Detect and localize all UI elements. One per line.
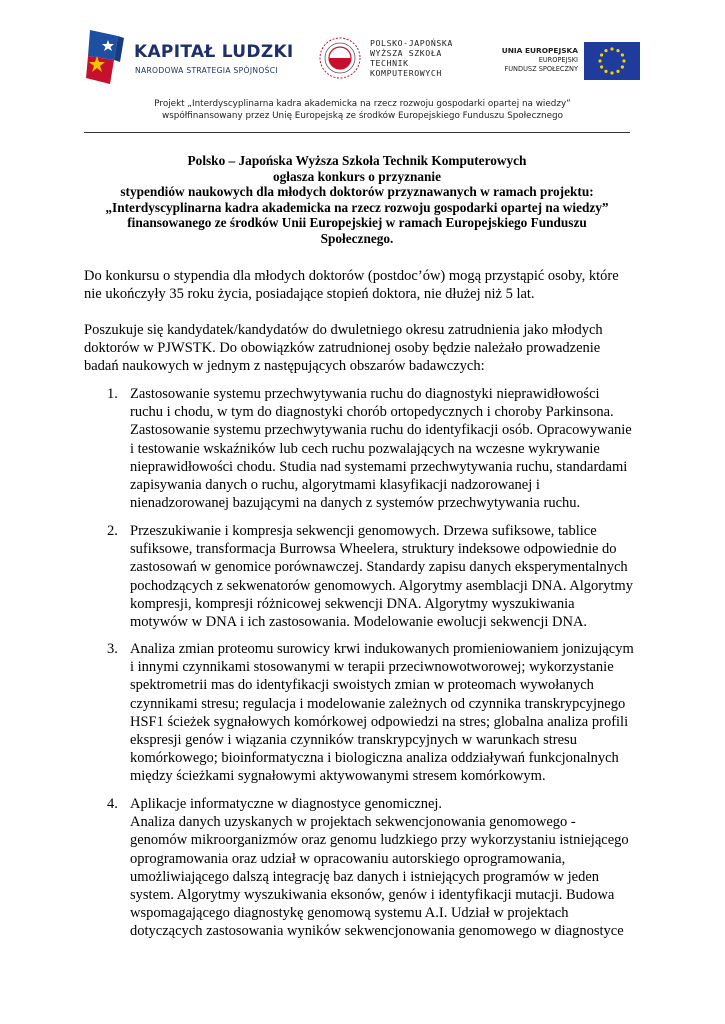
heading-line: finansowanego ze środków Unii Europejskiej w ramach Europejskiego Funduszu xyxy=(127,215,587,230)
eu-logo xyxy=(490,40,640,84)
item-line: spektrometrii mas do identyfikacji swoistych zmian w proteomach wywołanych xyxy=(130,677,594,694)
pjwstk-logo-line: POLSKO-JAPOŃSKA xyxy=(370,38,453,48)
heading-line: Społecznego. xyxy=(320,230,394,246)
item-number: 1. xyxy=(107,386,118,402)
item-line: Przeszukiwanie i kompresja sekwencji genomowych. Drzewa sufiksowe, tablice xyxy=(130,523,597,539)
heading-line: stypendiów naukowych dla młodych doktorów przyznawanych w ramach projektu: xyxy=(120,184,594,199)
paragraph-line: badań naukowych w jednym z następujących obszarów badawczych: xyxy=(84,358,485,375)
kapital-ludzki-subtitle: NARODOWA STRATEGIA SPÓJNOŚCI xyxy=(135,66,278,75)
item-line: Analiza danych uzyskanych w projektach sekwencjonowania genomowego - xyxy=(130,814,576,831)
item-line: kompresji, kompresji różnicowej sekwencji DNA. Algorytmy wyszukiwania xyxy=(130,595,575,612)
heading-line: Polsko – Japońska Wyższa Szkoła Technik Komputerowych xyxy=(187,153,527,168)
item-line: zastosowań w genomice porównawczej. Standardy zapisu danych eksperymentalnych xyxy=(130,559,628,576)
eligibility-paragraph xyxy=(84,267,644,303)
kapital-ludzki-logo xyxy=(84,24,294,88)
item-line: ruchu i chodu, w tym do diagnostyki chorób ortopedycznych i choroby Parkinsona. xyxy=(130,404,614,421)
announcement-heading xyxy=(84,153,630,246)
kapital-ludzki-emblem-icon xyxy=(84,26,126,86)
item-line: oprogramowania oraz udział w opracowaniu autorskiego oprogramowania, xyxy=(130,850,566,867)
pjwstk-logo-line: TECHNIK xyxy=(370,58,409,68)
item-line: genomów mikroorganizmów oraz genomu ludzkiego przy wykorzystaniu istniejącego xyxy=(130,832,629,849)
pjwstk-logo-text xyxy=(370,38,453,78)
item-line: dotyczących zastosowania wyników sekwencjonowania genomowego w diagnostyce xyxy=(130,923,624,940)
item-line: i innymi czynnikami stosowanymi w terapii przeciwnowotworowej; wykorzystanie xyxy=(130,659,614,676)
item-line: motywów w DNA i ich zastosowania. Modelowanie ewolucji sekwencji DNA. xyxy=(130,614,588,631)
item-line: Zastosowanie systemu przechwytywania ruchu do identyfikacji osób. Opracowywanie xyxy=(130,422,632,439)
eu-logo-text xyxy=(502,46,578,74)
item-line: HSF1 ścieżek sygnałowych komórkowej odpowiedzi na stres; globalna analiza profili xyxy=(130,713,629,730)
item-number: 2. xyxy=(107,523,118,539)
item-line: zapisywania danych o ruchu, algorytmami klasyfikacji nadzorowanej i xyxy=(130,477,540,494)
item-number: 4. xyxy=(107,796,118,812)
item-line: i testowanie wskaźników lub cech ruchu pozwalających na wczesne wykrywanie xyxy=(130,440,600,457)
item-line: umożliwiającego dalszą integrację baz danych i istniejących programów w jeden xyxy=(130,868,600,885)
item-line: Aplikacje informatyczne w diagnostyce genomicznej. xyxy=(130,796,443,812)
item-line: Analiza zmian proteomu surowicy krwi indukowanych promieniowaniem jonizującym xyxy=(130,641,634,657)
item-line: system. Algorytmy wyszukiwania eksonów, genów i identyfikacji mutacji. Budowa xyxy=(130,887,615,904)
heading-line: „Interdyscyplinarna kadra akademicka na rzecz rozwoju gospodarki opartej na wiedzy” xyxy=(105,199,609,215)
eu-logo-line: FUNDUSZ SPOŁECZNY xyxy=(504,65,578,73)
item-line: Zastosowanie systemu przechwytywania ruchu do diagnostyki nieprawidłowości xyxy=(130,386,600,402)
paragraph-line: doktorów w PJWSTK. Do obowiązków zatrudnionej osoby będzie należało prowadzenie xyxy=(84,340,601,357)
item-line: między ścieżkami sygnałowymi aktywowanymi stresem komórkowym. xyxy=(130,768,546,785)
item-line: czynnikami stresu; regulacja i modelowanie zależnych od czynnika transkrypcyjnego xyxy=(130,695,626,712)
eu-logo-title: UNIA EUROPEJSKA xyxy=(501,46,578,55)
pjwstk-seal-icon xyxy=(318,36,362,80)
paragraph-line: Poszukuje się kandydatek/kandydatów do dwuletniego okresu zatrudnienia jako młodych xyxy=(84,322,603,338)
heading-line: ogłasza konkurs o przyznanie xyxy=(272,168,442,184)
eu-logo-line: EUROPEJSKI xyxy=(538,56,578,64)
item-line: sufiksowe, transformacja Burrowsa Wheelera, struktury indeksowe odpowiednie do xyxy=(130,541,617,558)
kapital-ludzki-title: KAPITAŁ LUDZKI xyxy=(134,42,294,62)
item-line: wspomagającego diagnostykę genomową systemu A.I. Udział w projektach xyxy=(130,905,569,922)
pjwstk-logo-line: WYŻSZA SZKOŁA xyxy=(370,48,442,58)
eu-flag-icon xyxy=(584,42,640,80)
paragraph-line: nie ukończyły 35 roku życia, posiadające stopień doktora, nie dłużej niż 5 lat. xyxy=(84,286,535,303)
item-line: ekspresji genów i wiązania czynników transkrypcyjnych w warunkach stresu xyxy=(130,732,577,749)
project-line-1: Projekt „Interdyscyplinarna kadra akademicka na rzecz rozwoju gospodarki opartej na wiedzy” xyxy=(154,99,571,109)
header-divider xyxy=(84,132,630,133)
item-line: komórkowego; bioinformatyczna i biologiczna analiza oddziaływań funkcjonalnych xyxy=(130,750,619,767)
item-line: nienadzorowanej bazującymi na danych z systemów przechwytywania ruchu. xyxy=(130,495,581,512)
paragraph-line: Do konkursu o stypendia dla młodych doktorów (postdoc’ów) mogą przystąpić osoby, które xyxy=(84,268,619,284)
pjwstk-logo xyxy=(318,36,478,86)
project-line-2: współfinansowany przez Unię Europejską ze środków Europejskiego Funduszu Społecznego xyxy=(162,111,563,121)
item-line: pochodzących z sekwenatorów genomowych. Algorytmy asemblacji DNA. Algorytmy xyxy=(130,577,633,594)
pjwstk-logo-line: KOMPUTEROWYCH xyxy=(370,68,442,78)
duties-paragraph xyxy=(84,321,644,376)
item-line: nieprawidłowości chodu. Studia nad systemami przechwytywania ruchu, standardami xyxy=(130,458,628,475)
item-number: 3. xyxy=(107,641,118,657)
